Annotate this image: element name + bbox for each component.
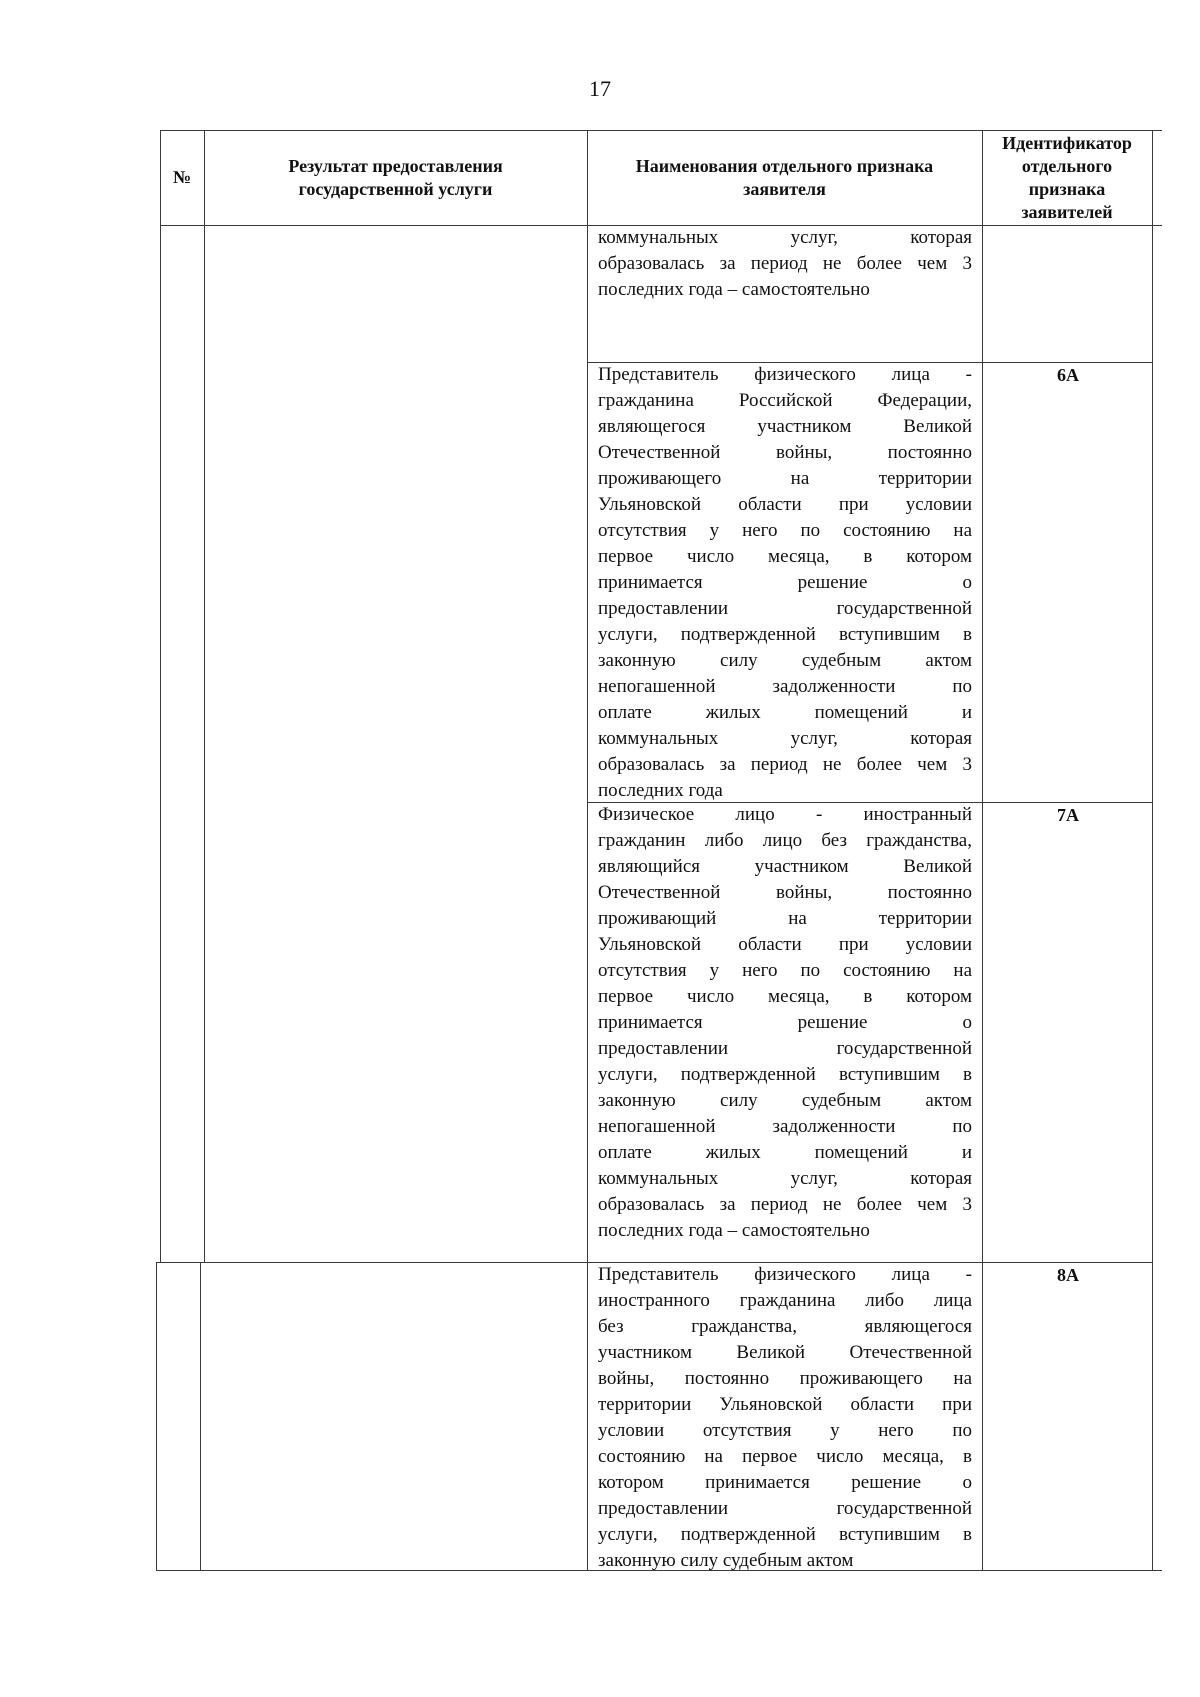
text-line: являющегося участником Великой	[598, 416, 972, 437]
header-num: №	[172, 167, 192, 187]
text-line: предоставлении государственной	[598, 598, 972, 619]
text-line: проживающего на территории	[598, 468, 972, 489]
page-number: 17	[589, 76, 611, 101]
text-line: законную силу судебным актом	[598, 650, 972, 671]
text-line: без гражданства, являющегося	[598, 1316, 972, 1337]
text-line: иностранного гражданина либо лица	[598, 1290, 972, 1311]
text-line: Ульяновской области при условии	[598, 494, 972, 515]
text-line: Отечественной войны, постоянно	[598, 882, 972, 903]
text-line: гражданина Российской Федерации,	[598, 390, 972, 411]
col-border-num-result-lower	[200, 1262, 201, 1570]
text-line: законную силу судебным актом	[598, 1090, 972, 1111]
text-line: отсутствия у него по состоянию на	[598, 520, 972, 541]
table-row-feature-text	[598, 1262, 972, 1574]
col-border-left-lower	[156, 1262, 157, 1570]
text-line: образовалась за период не более чем 3	[598, 1194, 972, 1215]
text-line: услуги, подтвержденной вступившим в	[598, 1064, 972, 1085]
text-line: оплате жилых помещений и	[598, 702, 972, 723]
text-line: предоставлении государственной	[598, 1038, 972, 1059]
text-line: услуги, подтвержденной вступившим в	[598, 624, 972, 645]
text-line: образовалась за период не более чем 3	[598, 253, 972, 274]
table-row-feature-text	[598, 225, 972, 303]
text-line: непогашенной задолженности по	[598, 1116, 972, 1137]
text-line: принимается решение о	[598, 1012, 972, 1033]
text-line: Физическое лицо - иностранный	[598, 804, 972, 825]
text-line: Представитель физического лица -	[598, 364, 972, 385]
col-border-num-result	[204, 130, 205, 1262]
text-line: последних года – самостоятельно	[598, 279, 870, 300]
text-line: Отечественной войны, постоянно	[598, 442, 972, 463]
text-line: первое число месяца, в котором	[598, 546, 972, 567]
text-line: Ульяновской области при условии	[598, 934, 972, 955]
text-line: коммунальных услуг, которая	[598, 227, 972, 248]
text-line: оплате жилых помещений и	[598, 1142, 972, 1163]
text-line: участником Великой Отечественной	[598, 1342, 972, 1363]
text-line: коммунальных услуг, которая	[598, 1168, 972, 1189]
text-line: непогашенной задолженности по	[598, 676, 972, 697]
text-line: условии отсутствия у него по	[598, 1420, 972, 1441]
header-feature-name: Наименования отдельного признака заявителя	[635, 156, 934, 199]
text-line: территории Ульяновской области при	[598, 1394, 972, 1415]
col-border-left	[160, 130, 161, 1262]
text-line: принимается решение о	[598, 572, 972, 593]
col-border-feature-identifier	[982, 130, 983, 1570]
table-row-identifier: 7А	[1057, 805, 1079, 825]
text-line: Представитель физического лица -	[598, 1264, 972, 1285]
text-line: законную силу судебным актом	[598, 1550, 854, 1571]
text-line: гражданин либо лицо без гражданства,	[598, 830, 972, 851]
text-line: коммунальных услуг, которая	[598, 728, 972, 749]
header-result: Результат предоставления государственной услуги	[288, 156, 503, 199]
header-identifier: Идентификатор отдельного признака заявителей	[1002, 133, 1132, 222]
text-line: отсутствия у него по состоянию на	[598, 960, 972, 981]
text-line: образовалась за период не более чем 3	[598, 754, 972, 775]
text-line: проживающий на территории	[598, 908, 972, 929]
col-border-result-feature	[587, 130, 588, 1570]
table-row-feature-text	[598, 802, 972, 1244]
text-line: котором принимается решение о	[598, 1472, 972, 1493]
text-line: услуги, подтвержденной вступившим в	[598, 1524, 972, 1545]
text-line: последних года – самостоятельно	[598, 1220, 870, 1241]
table-row-identifier: 6А	[1057, 365, 1079, 385]
text-line: состоянию на первое число месяца, в	[598, 1446, 972, 1467]
text-line: войны, постоянно проживающего на	[598, 1368, 972, 1389]
table-top-border	[160, 130, 1162, 131]
text-line: последних года	[598, 780, 723, 801]
table-row-identifier: 8А	[1057, 1265, 1079, 1285]
col-border-right	[1152, 130, 1153, 1570]
text-line: предоставлении государственной	[598, 1498, 972, 1519]
table-row-feature-text	[598, 362, 972, 804]
text-line: являющийся участником Великой	[598, 856, 972, 877]
text-line: первое число месяца, в котором	[598, 986, 972, 1007]
